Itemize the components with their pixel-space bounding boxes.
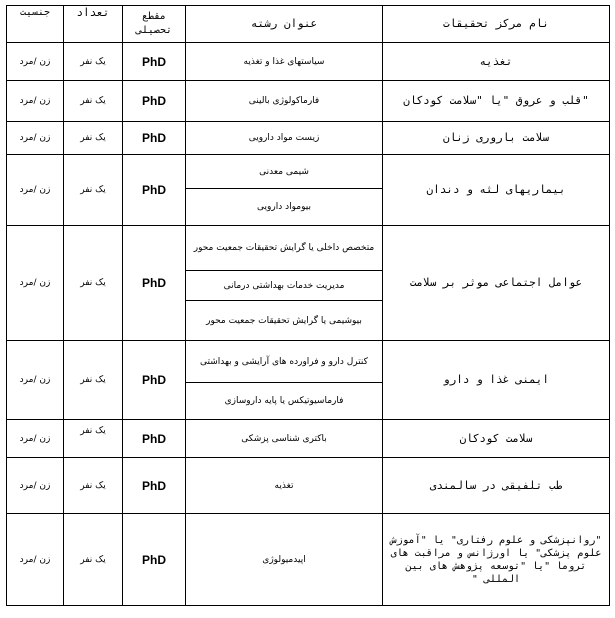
field-cell: فارماکولوژی بالینی <box>186 81 383 122</box>
gender-cell: زن /مرد <box>7 458 64 514</box>
table-row <box>7 514 610 606</box>
count-cell: یک نفر <box>64 458 123 514</box>
count-cell: یک نفر <box>64 226 123 341</box>
header-degree: مقطع تحصیلی <box>123 6 186 43</box>
count-cell: یک نفر <box>64 81 123 122</box>
positions-table <box>6 5 610 606</box>
count-cell: یک نفر <box>64 420 123 458</box>
table-row <box>7 43 610 81</box>
count-cell: یک نفر <box>64 341 123 420</box>
table-row <box>7 226 610 271</box>
gender-cell: زن /مرد <box>7 514 64 606</box>
field-cell: زیست مواد دارویی <box>186 122 383 155</box>
degree-cell: PhD <box>123 514 186 606</box>
field-cell: بیومواد دارویی <box>186 189 383 226</box>
count-cell: یک نفر <box>64 514 123 606</box>
center-name-cell: طب تلفیقی در سالمندی <box>383 458 610 514</box>
count-cell: یک نفر <box>64 43 123 81</box>
degree-cell: PhD <box>123 341 186 420</box>
table-row <box>7 122 610 155</box>
count-cell: یک نفر <box>64 122 123 155</box>
degree-cell: PhD <box>123 81 186 122</box>
header-field: عنوان رشته <box>186 6 383 43</box>
field-cell: فارماسیوتیکس یا پایه داروسازی <box>186 383 383 420</box>
gender-cell: زن /مرد <box>7 226 64 341</box>
center-name-cell: "روانپزشکی و علوم رفتاری" یا "آموزش علوم پزشکی" یا اورژانس و مراقبت های تروما "یا "توسعه پژوهش های بین المللی " <box>383 514 610 606</box>
center-name-cell: سلامت باروری زنان <box>383 122 610 155</box>
field-cell: شیمی معدنی <box>186 155 383 189</box>
field-cell: کنترل دارو و فراورده های آرایشی و بهداشتی <box>186 341 383 383</box>
center-name-cell: ایمنی غذا و دارو <box>383 341 610 420</box>
gender-cell: زن /مرد <box>7 122 64 155</box>
gender-cell: زن /مرد <box>7 155 64 226</box>
center-name-cell: عوامل اجتماعی موثر بر سلامت <box>383 226 610 341</box>
field-cell: سیاستهای غذا و تغذیه <box>186 43 383 81</box>
degree-cell: PhD <box>123 226 186 341</box>
table-row <box>7 458 610 514</box>
center-name-cell: سلامت کودکان <box>383 420 610 458</box>
field-cell: مدیریت خدمات بهداشتی درمانی <box>186 271 383 301</box>
center-name-cell: تغذیه <box>383 43 610 81</box>
degree-cell: PhD <box>123 122 186 155</box>
center-name-cell: "قلب و عروق "یا "سلامت کودکان <box>383 81 610 122</box>
field-cell: تغذیه <box>186 458 383 514</box>
degree-cell: PhD <box>123 420 186 458</box>
table-row <box>7 420 610 458</box>
table-row <box>7 81 610 122</box>
center-name-cell: بیماریهای لثه و دندان <box>383 155 610 226</box>
header-gender: جنسیت <box>7 6 64 43</box>
gender-cell: زن /مرد <box>7 341 64 420</box>
table-row <box>7 155 610 189</box>
gender-cell: زن /مرد <box>7 81 64 122</box>
gender-cell: زن /مرد <box>7 43 64 81</box>
header-count: تعداد <box>64 6 123 43</box>
count-cell: یک نفر <box>64 155 123 226</box>
table-row <box>7 341 610 383</box>
field-cell: متخصص داخلی یا گرایش تحقیقات جمعیت محور <box>186 226 383 271</box>
degree-cell: PhD <box>123 43 186 81</box>
field-cell: بیوشیمی یا گرایش تحقیقات جمعیت محور <box>186 301 383 341</box>
degree-cell: PhD <box>123 155 186 226</box>
gender-cell: زن /مرد <box>7 420 64 458</box>
header-center: نام مرکز تحقیقات <box>383 6 610 43</box>
degree-cell: PhD <box>123 458 186 514</box>
field-cell: باکتری شناسی پزشکی <box>186 420 383 458</box>
field-cell: اپیدمیولوژی <box>186 514 383 606</box>
header-row <box>7 6 610 43</box>
